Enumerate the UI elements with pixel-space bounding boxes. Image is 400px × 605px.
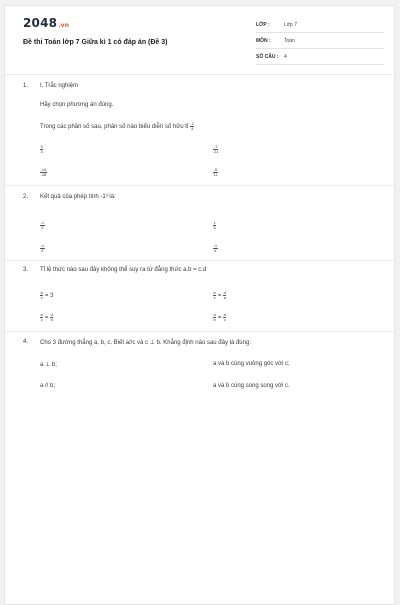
answer-option-a[interactable] bbox=[40, 221, 45, 230]
fraction-denominator: b bbox=[50, 317, 53, 322]
fraction-denominator: b bbox=[213, 317, 216, 322]
fraction-denominator: 4 bbox=[191, 126, 194, 131]
fraction-denominator: -18 bbox=[40, 172, 47, 177]
fraction-denominator: a bbox=[223, 295, 226, 300]
question-text-body: Trong các phân số sau, phân số nào biểu diễn số hữu tỉ bbox=[40, 124, 189, 131]
fraction-numerator: a bbox=[40, 290, 43, 295]
fraction-numerator: -14 bbox=[40, 167, 47, 172]
document-header bbox=[5, 6, 394, 74]
answer-option-d[interactable]: a và b cùng song song với c. bbox=[213, 383, 290, 389]
question-number: 3. bbox=[23, 267, 29, 273]
fraction bbox=[213, 291, 216, 300]
meta-row-subject bbox=[256, 33, 384, 49]
equals-sign: = bbox=[217, 293, 222, 300]
answer-option-b[interactable]: a và b cùng vuông góc với c; bbox=[213, 361, 290, 367]
fraction-numerator: -1 bbox=[190, 121, 194, 126]
meta-label: LỚP : bbox=[256, 21, 270, 28]
page-title: Đề thi Toán lớp 7 Giữa kì 1 có đáp án (Đề 3) bbox=[23, 39, 168, 46]
answer-option-a[interactable] bbox=[40, 145, 43, 154]
meta-label: MÔN : bbox=[256, 37, 271, 44]
fraction-numerator: 1 bbox=[213, 220, 216, 225]
fraction-denominator: 4 bbox=[213, 225, 216, 230]
question-number: 1. bbox=[23, 83, 29, 89]
fraction bbox=[213, 221, 216, 230]
fraction bbox=[213, 145, 218, 154]
meta-row-class bbox=[256, 17, 384, 33]
fraction bbox=[40, 221, 45, 230]
fraction-numerator: d bbox=[213, 312, 216, 317]
fraction-numerator: -1 bbox=[40, 220, 45, 225]
fraction bbox=[40, 145, 43, 154]
fraction bbox=[40, 168, 47, 177]
answer-option-d[interactable] bbox=[213, 168, 218, 177]
fraction-denominator: 4 bbox=[40, 149, 43, 154]
question-text-body: Kết quả của phép tính bbox=[40, 194, 99, 200]
question-text: Cho 3 đường thẳng a, b, c. Biết a//c và c ⊥ b. Khẳng định nào sau đây là đúng: bbox=[40, 340, 251, 346]
header-divider bbox=[5, 74, 394, 75]
question-divider bbox=[5, 331, 394, 332]
answer-option-a[interactable] bbox=[40, 291, 53, 300]
logo-suffix: .vn bbox=[58, 22, 70, 29]
fraction-numerator: b bbox=[213, 290, 216, 295]
fraction-numerator: d bbox=[50, 312, 53, 317]
fraction-numerator: d bbox=[223, 290, 226, 295]
answer-option-b[interactable] bbox=[213, 291, 226, 300]
fraction-denominator: c bbox=[213, 295, 216, 300]
site-logo[interactable] bbox=[23, 16, 69, 30]
fraction-numerator: 3 bbox=[40, 144, 43, 149]
equals-sign: = bbox=[44, 315, 49, 322]
answer-option-d[interactable] bbox=[213, 244, 218, 253]
equals-sign: = bbox=[217, 315, 222, 322]
fraction-numerator: -1 bbox=[40, 243, 45, 248]
answer-option-d[interactable] bbox=[213, 313, 226, 322]
fraction bbox=[40, 313, 43, 322]
answer-option-c[interactable] bbox=[40, 244, 45, 253]
meta-table bbox=[256, 17, 384, 65]
meta-value: Toán bbox=[284, 37, 295, 44]
question-text: Tỉ lệ thức nào sau đây không thể suy ra từ đẳng thức a.b = c.d bbox=[40, 267, 207, 273]
fraction bbox=[223, 291, 226, 300]
fraction bbox=[40, 244, 45, 253]
fraction bbox=[40, 291, 43, 300]
answer-option-a[interactable]: a ⊥ b; bbox=[40, 362, 57, 368]
fraction-numerator: -1 bbox=[213, 243, 218, 248]
answer-option-c[interactable] bbox=[40, 313, 53, 322]
fraction-numerator: a bbox=[40, 312, 43, 317]
meta-value: 4 bbox=[284, 53, 287, 60]
fraction-denominator: c bbox=[40, 317, 43, 322]
answer-option-b[interactable] bbox=[213, 221, 216, 230]
answer-option-c[interactable]: a // b; bbox=[40, 383, 56, 389]
answer-option-c[interactable] bbox=[40, 168, 47, 177]
fraction-numerator: a bbox=[223, 312, 226, 317]
meta-label: SỐ CÂU : bbox=[256, 53, 279, 60]
question-divider bbox=[5, 185, 394, 186]
fraction bbox=[213, 244, 218, 253]
fraction-denominator: c bbox=[40, 295, 43, 300]
fraction-numerator: -5 bbox=[213, 167, 218, 172]
fraction-denominator: 3 bbox=[41, 225, 44, 230]
document-page bbox=[4, 5, 395, 605]
question-number: 4. bbox=[23, 339, 29, 345]
fraction-denominator: 11 bbox=[213, 172, 218, 177]
logo-main: 2048 bbox=[23, 16, 58, 30]
option-value: 3 bbox=[50, 293, 54, 300]
answer-option-b[interactable] bbox=[213, 145, 218, 154]
fraction bbox=[50, 313, 53, 322]
question-text bbox=[40, 194, 380, 200]
question-text-tail: là: bbox=[109, 194, 116, 200]
fraction-denominator: -11 bbox=[213, 149, 219, 154]
fraction bbox=[223, 313, 226, 322]
equals-sign: = bbox=[44, 293, 49, 300]
fraction-denominator: 4 bbox=[214, 248, 217, 253]
question-number: 2. bbox=[23, 194, 29, 200]
math-expression: -1³ bbox=[100, 194, 108, 200]
question-title: I. Trắc nghiệm bbox=[40, 83, 79, 89]
fraction-numerator: -7 bbox=[213, 144, 218, 149]
fraction bbox=[213, 313, 216, 322]
meta-row-count bbox=[256, 49, 384, 65]
question-text bbox=[40, 122, 194, 131]
fraction-denominator: 3 bbox=[41, 248, 44, 253]
fraction bbox=[190, 122, 195, 131]
meta-value: Lớp 7 bbox=[284, 21, 298, 28]
question-instruction: Hãy chọn phương án đúng. bbox=[40, 102, 114, 108]
fraction bbox=[213, 168, 218, 177]
question-divider bbox=[5, 260, 394, 261]
fraction-denominator: c bbox=[223, 317, 226, 322]
